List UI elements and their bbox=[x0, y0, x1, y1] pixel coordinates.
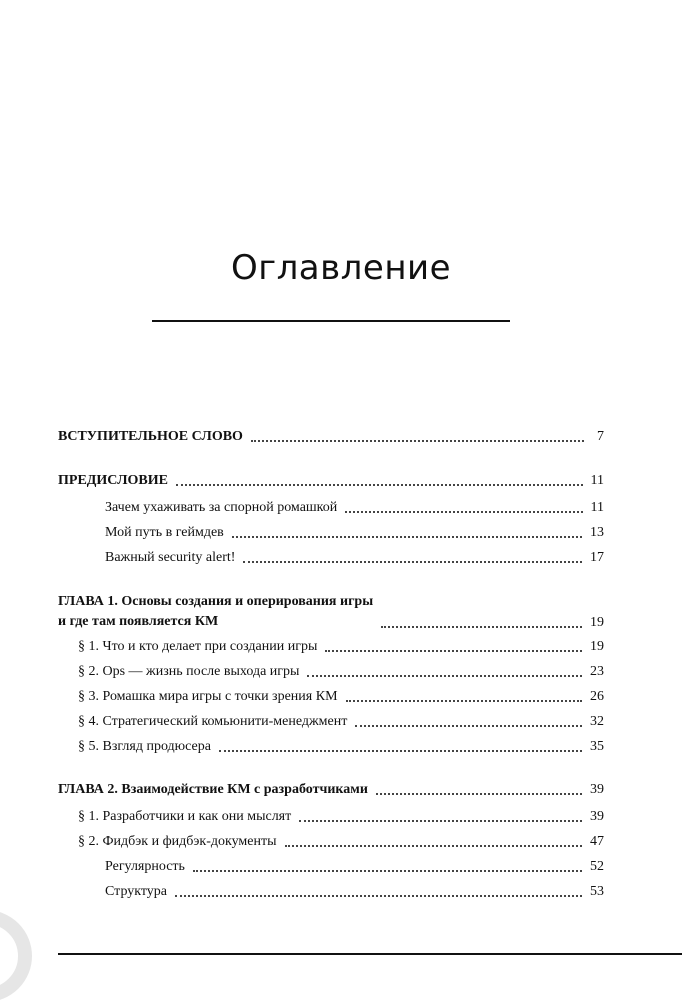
footer-rule bbox=[58, 953, 682, 955]
title-underline bbox=[152, 320, 510, 322]
toc-entry-label: Зачем ухаживать за спорной ромашкой bbox=[105, 500, 338, 515]
toc-page-number: 39 bbox=[590, 782, 604, 797]
toc-page-number: 19 bbox=[590, 615, 604, 630]
toc-page-number: 52 bbox=[590, 859, 604, 874]
toc-entry-label: Важный security alert! bbox=[105, 550, 236, 565]
toc-entry-label: ГЛАВА 2. Взаимодействие КМ с разработчиками bbox=[58, 782, 368, 797]
toc-label-line-1: ГЛАВА 1. Основы создания и оперирования игры bbox=[58, 594, 374, 609]
toc-entry-label: § 2. Фидбэк и фидбэк-документы bbox=[78, 834, 277, 849]
toc-entry-label: ПРЕДИСЛОВИЕ bbox=[58, 473, 168, 488]
toc-leader-dots bbox=[285, 845, 582, 847]
toc-leader-dots bbox=[355, 725, 582, 727]
toc-entry-label: § 1. Разработчики и как они мыслят bbox=[78, 809, 292, 824]
toc-entry-subsection[interactable] bbox=[105, 524, 604, 542]
toc-leader-dots bbox=[176, 484, 583, 486]
toc-leader-dots bbox=[376, 793, 582, 795]
toc-page-number: 17 bbox=[590, 550, 604, 565]
toc-page-number: 7 bbox=[597, 429, 604, 444]
toc-entry-label: § 1. Что и кто делает при создании игры bbox=[78, 639, 318, 654]
toc-entry-label: § 4. Стратегический комьюнити-менеджмент bbox=[78, 714, 348, 729]
toc-entry-label: Мой путь в геймдев bbox=[105, 525, 224, 540]
toc-entry-subsection[interactable] bbox=[105, 499, 604, 517]
page-title: Оглавление bbox=[230, 248, 452, 288]
toc-page-number: 19 bbox=[590, 639, 604, 654]
toc-page-number: 11 bbox=[590, 500, 604, 515]
toc-leader-dots bbox=[307, 675, 582, 677]
toc-entry-chapter-1[interactable] bbox=[58, 592, 604, 632]
toc-entry-label bbox=[58, 592, 373, 632]
toc-entry-section[interactable] bbox=[78, 713, 604, 731]
toc-entry-section[interactable] bbox=[78, 808, 604, 826]
toc-leader-dots bbox=[175, 895, 582, 897]
toc-label-line-2: и где там появляется КМ bbox=[58, 614, 219, 629]
toc-entry-label: § 3. Ромашка мира игры с точки зрения КМ bbox=[78, 689, 338, 704]
toc-leader-dots bbox=[251, 440, 584, 442]
toc-leader-dots bbox=[219, 750, 582, 752]
toc-leader-dots bbox=[325, 650, 582, 652]
toc-entry-chapter-2[interactable] bbox=[58, 781, 604, 799]
toc-entry-label: § 2. Ops — жизнь после выхода игры bbox=[78, 664, 300, 679]
toc-entry-label: ВСТУПИТЕЛЬНОЕ СЛОВО bbox=[58, 429, 243, 444]
toc-page-number: 23 bbox=[590, 664, 604, 679]
toc-page-number: 47 bbox=[590, 834, 604, 849]
toc-entry-label: Структура bbox=[105, 884, 168, 899]
toc-page-number: 26 bbox=[590, 689, 604, 704]
toc-entry-subsection[interactable] bbox=[105, 883, 604, 901]
toc-entry-intro[interactable] bbox=[58, 428, 604, 446]
toc-page-number: 53 bbox=[590, 884, 604, 899]
toc-entry-label: Регулярность bbox=[105, 859, 185, 874]
toc-entry-section[interactable] bbox=[78, 833, 604, 851]
toc-entry-subsection[interactable] bbox=[105, 549, 604, 567]
toc-entry-preface[interactable] bbox=[58, 472, 604, 490]
toc-leader-dots bbox=[243, 561, 582, 563]
toc-page-number: 39 bbox=[590, 809, 604, 824]
toc-leader-dots bbox=[346, 700, 582, 702]
toc-entry-label: § 5. Взгляд продюсера bbox=[78, 739, 211, 754]
toc-entry-section[interactable] bbox=[78, 738, 604, 756]
toc-entry-section[interactable] bbox=[78, 663, 604, 681]
toc-page-number: 13 bbox=[590, 525, 604, 540]
toc-leader-dots bbox=[345, 511, 582, 513]
toc-leader-dots bbox=[381, 626, 582, 628]
toc-entry-section[interactable] bbox=[78, 638, 604, 656]
toc-leader-dots bbox=[193, 870, 582, 872]
toc-leader-dots bbox=[232, 536, 582, 538]
toc-page-number: 11 bbox=[590, 473, 604, 488]
toc-entry-section[interactable] bbox=[78, 688, 604, 706]
toc-entry-subsection[interactable] bbox=[105, 858, 604, 876]
toc-leader-dots bbox=[299, 820, 582, 822]
corner-ring-decoration bbox=[0, 910, 32, 1002]
toc-page-number: 35 bbox=[590, 739, 604, 754]
toc-page-number: 32 bbox=[590, 714, 604, 729]
